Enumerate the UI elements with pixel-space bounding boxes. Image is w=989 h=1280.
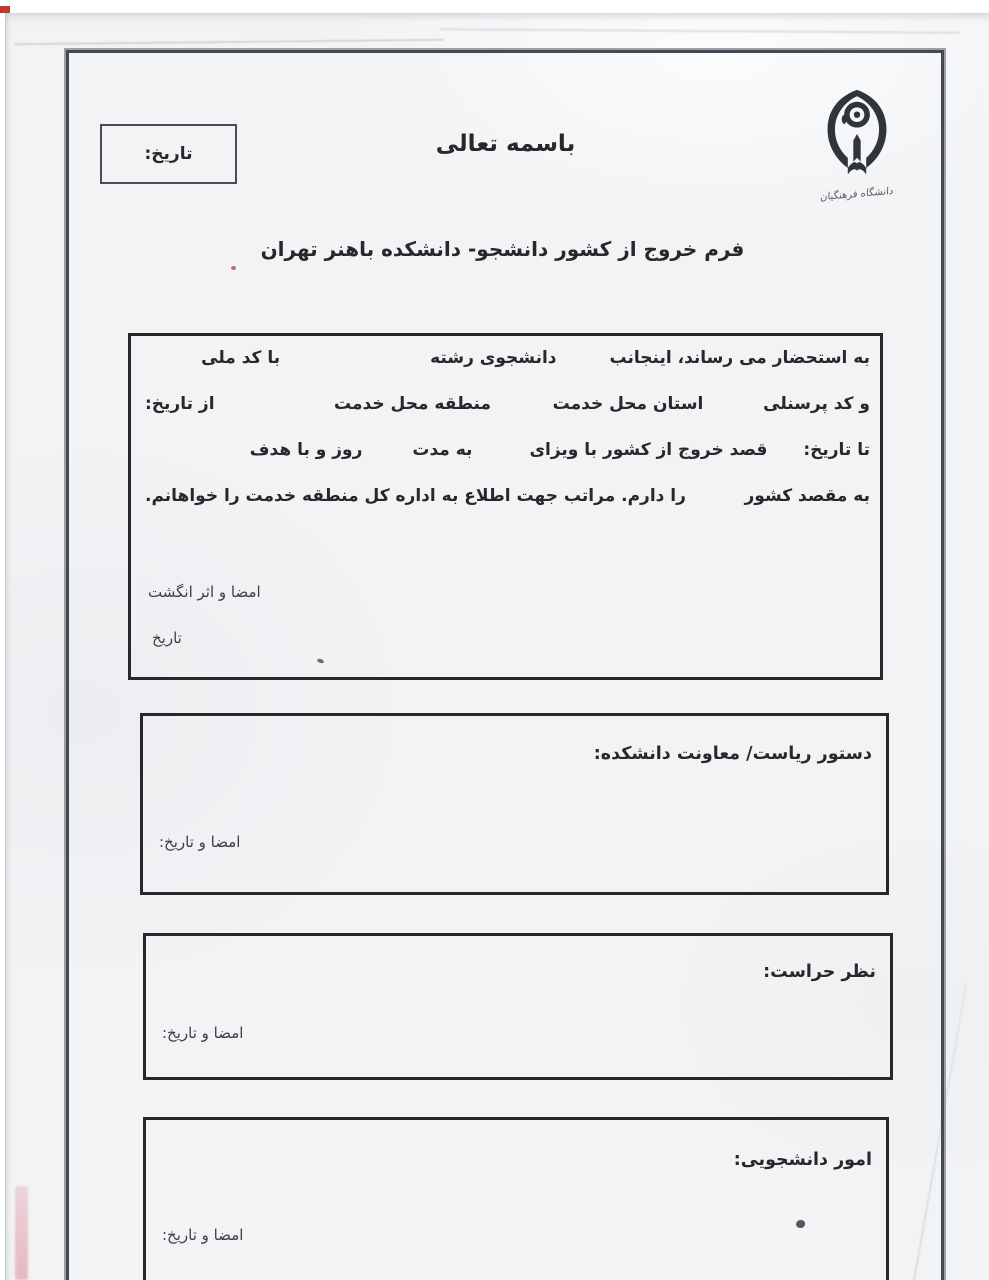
- blank-space: [767, 454, 803, 455]
- blank-space: [686, 500, 745, 501]
- blank-space: [215, 408, 335, 409]
- date-label: تاریخ:: [144, 144, 193, 164]
- statement-text-part: دانشجوی رشته: [430, 348, 557, 368]
- statement-line-1: [145, 348, 870, 394]
- statement-text-part: از تاریخ:: [145, 394, 215, 414]
- university-logo-icon: [811, 86, 903, 182]
- scan-red-mark: [0, 6, 10, 13]
- blank-space: [280, 362, 430, 363]
- statement-line-4: [145, 486, 870, 532]
- scan-speck: [796, 1220, 805, 1228]
- statement-text-part: به استحضار می رساند، اینجانب: [609, 348, 870, 368]
- date-field-label: تاریخ: [152, 629, 182, 647]
- statement-text-part: استان محل خدمت: [552, 394, 704, 414]
- section-box-security-opinion: [143, 933, 893, 1080]
- statement-line-3: [145, 440, 870, 486]
- statement-text-part: قصد خروج از کشور با ویزای: [529, 440, 768, 460]
- statement-text-part: را دارم. مراتب جهت اطلاع به اداره کل منطقه خدمت را خواهانم.: [145, 486, 686, 506]
- blank-space: [703, 408, 763, 409]
- section-box-student-affairs: [143, 1117, 889, 1280]
- statement-text-part: به مدت: [412, 440, 473, 460]
- statement-line-2: [145, 394, 870, 440]
- signature-fingerprint-label: امضا و اثر انگشت: [148, 583, 261, 601]
- signature-date-label: امضا و تاریخ:: [162, 1024, 244, 1042]
- statement-text: [145, 348, 870, 532]
- statement-text-part: به مقصد کشور: [744, 486, 870, 506]
- statement-text-part: و کد پرسنلی: [763, 394, 870, 414]
- section-box-dean-order: [140, 713, 889, 895]
- section-title: نظر حراست:: [763, 962, 876, 982]
- statement-text-part: تا تاریخ:: [803, 440, 870, 460]
- blank-space: [557, 362, 610, 363]
- university-logo: [798, 86, 916, 204]
- statement-box: [128, 333, 883, 680]
- signature-date-label: امضا و تاریخ:: [159, 833, 241, 851]
- logo-caption: دانشگاه فرهنگیان: [820, 185, 894, 204]
- blank-space: [491, 408, 553, 409]
- section-title: دستور ریاست/ معاونت دانشکده:: [593, 744, 872, 764]
- blank-space: [472, 454, 529, 455]
- blank-space: [362, 454, 412, 455]
- paper-edge: [5, 13, 6, 1280]
- statement-text-part: روز و با هدف: [249, 440, 363, 460]
- form-title: فرم خروج از کشور دانشجو- دانشکده باهنر تهران: [260, 237, 745, 261]
- signature-date-label: امضا و تاریخ:: [162, 1226, 244, 1244]
- statement-text-part: با کد ملی: [201, 348, 281, 368]
- scan-red-speck: [231, 266, 236, 270]
- section-title: امور دانشجویی:: [733, 1150, 872, 1170]
- basmala-heading: باسمه تعالی: [435, 131, 576, 157]
- scan-pink-edge: [15, 1186, 28, 1280]
- statement-text-part: منطقه محل خدمت: [334, 394, 491, 414]
